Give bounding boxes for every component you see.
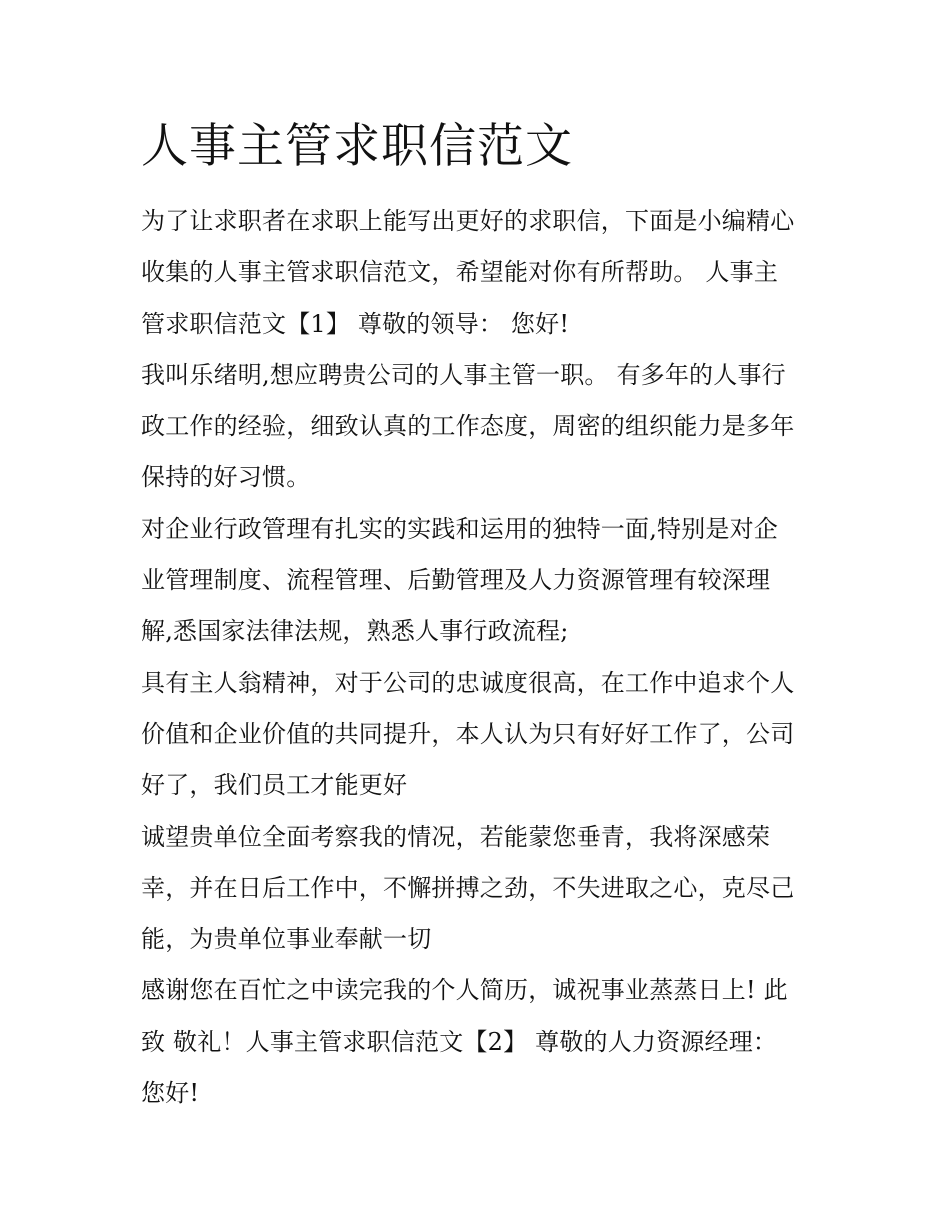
text-line: 对企业行政管理有扎实的实践和运用的独特一面,特别是对企: [141, 514, 779, 543]
text-line: 致 敬礼！人事主管求职信范文【2】 尊敬的人力资源经理：: [141, 1027, 778, 1056]
text-line: 为了让求职者在求职上能写出更好的求职信，下面是小编精心: [141, 207, 795, 235]
text-line: 我叫乐绪明,想应聘贵公司的人事主管一职。 有多年的人事行: [141, 360, 786, 389]
text-line: 管求职信范文【1】 尊敬的领导： 您好!: [141, 309, 570, 338]
text-line: 价值和企业价值的共同提升，本人认为只有好好工作了，公司: [141, 719, 795, 748]
text-line: 诚望贵单位全面考察我的情况，若能蒙您垂青，我将深感荣: [141, 822, 771, 851]
document-title: 人事主管求职信范文: [141, 119, 573, 174]
text-line: 幸，并在日后工作中，不懈拼搏之劲，不失进取之心，克尽己: [141, 873, 795, 902]
text-line: 解,悉国家法律法规，熟悉人事行政流程;: [141, 617, 569, 646]
text-line: 业管理制度、流程管理、后勤管理及人力资源管理有较深理: [141, 566, 771, 595]
text-line: 感谢您在百忙之中读完我的个人简历，诚祝事业蒸蒸日上! 此: [141, 976, 788, 1005]
document-body: [141, 196, 821, 1119]
text-line: 好了，我们员工才能更好: [141, 771, 408, 800]
text-line: 政工作的经验，细致认真的工作态度，周密的组织能力是多年: [141, 412, 795, 441]
text-line: 您好!: [141, 1079, 200, 1108]
text-line: 收集的人事主管求职信范文，希望能对你有所帮助。 人事主: [141, 258, 779, 287]
text-line: 能，为贵单位事业奉献一切: [141, 925, 432, 954]
text-line: 具有主人翁精神，对于公司的忠诚度很高，在工作中追求个人: [141, 668, 795, 697]
text-line: 保持的好习惯。: [141, 463, 311, 492]
